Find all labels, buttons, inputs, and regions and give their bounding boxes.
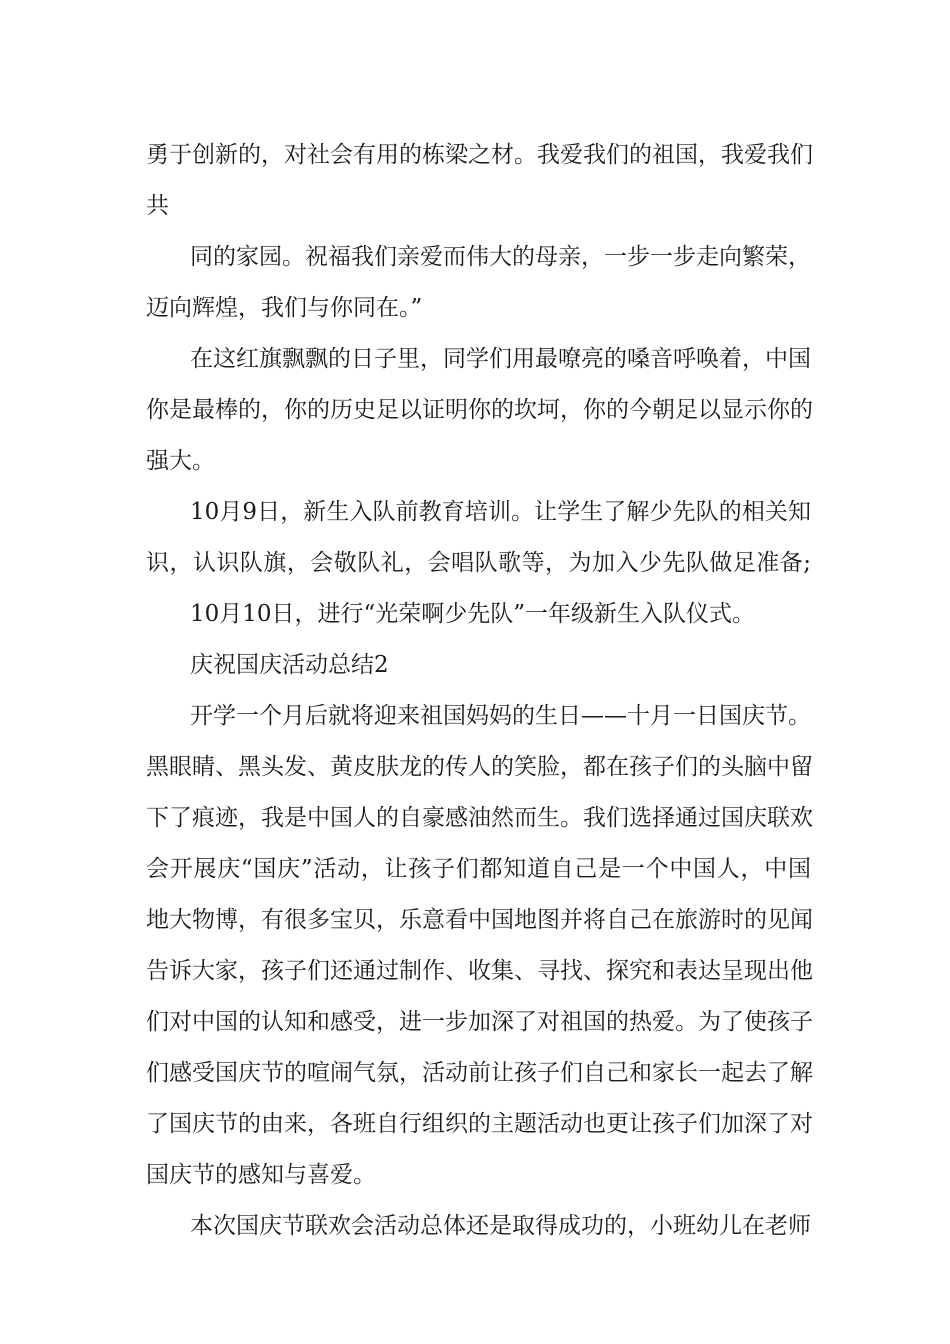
text-line: 们感受国庆节的喧闹气氛，活动前让孩子们自己和家长一起去了解 bbox=[146, 1060, 813, 1086]
paragraph-start: 在这红旗飘飘的日子里，同学们用最嘹亮的嗓音呼唤着，中国 bbox=[190, 346, 811, 372]
text-line: 共 bbox=[146, 193, 169, 219]
section-heading: 庆祝国庆活动总结2 bbox=[190, 652, 389, 678]
text-line: 识，认识队旗，会敬队礼，会唱队歌等，为加入少先队做足准备; bbox=[146, 550, 811, 576]
text-line: 地大物博，有很多宝贝，乐意看中国地图并将自己在旅游时的见闻 bbox=[146, 907, 813, 933]
text-line: 黑眼睛、黑头发、黄皮肤龙的传人的笑脸，都在孩子们的头脑中留 bbox=[146, 754, 813, 780]
text-line: 会开展庆“国庆”活动，让孩子们都知道自己是一个中国人，中国 bbox=[146, 856, 811, 882]
text-line: 你是最棒的，你的历史足以证明你的坎坷，你的今朝足以显示你的 bbox=[146, 397, 813, 423]
text-line: 们对中国的认知和感受，进一步加深了对祖国的热爱。为了使孩子 bbox=[146, 1009, 813, 1035]
paragraph-start: 本次国庆节联欢会活动总体还是取得成功的，小班幼儿在老师 bbox=[190, 1213, 811, 1239]
paragraph-start: 10月10日，进行“光荣啊少先队”一年级新生入队仪式。 bbox=[190, 601, 756, 627]
text-line: 强大。 bbox=[146, 448, 215, 474]
text-line: 了国庆节的由来，各班自行组织的主题活动也更让孩子们加深了对 bbox=[146, 1111, 813, 1137]
text-line: 下了痕迹，我是中国人的自豪感油然而生。我们选择通过国庆联欢 bbox=[146, 805, 813, 831]
document-body bbox=[146, 130, 811, 1252]
paragraph-start: 10月9日，新生入队前教育培训。让学生了解少先队的相关知 bbox=[190, 499, 811, 525]
paragraph-start: 开学一个月后就将迎来祖国妈妈的生日——十月一日国庆节。 bbox=[190, 703, 811, 729]
paragraph-start: 同的家园。祝福我们亲爱而伟大的母亲，一步一步走向繁荣， bbox=[190, 244, 811, 270]
text-line: 迈向辉煌，我们与你同在。” bbox=[146, 295, 423, 321]
text-line: 勇于创新的，对社会有用的栋梁之材。我爱我们的祖国，我爱我们 bbox=[146, 142, 813, 168]
text-line: 告诉大家，孩子们还通过制作、收集、寻找、探究和表达呈现出他 bbox=[146, 958, 813, 984]
text-line: 国庆节的感知与喜爱。 bbox=[146, 1162, 376, 1188]
